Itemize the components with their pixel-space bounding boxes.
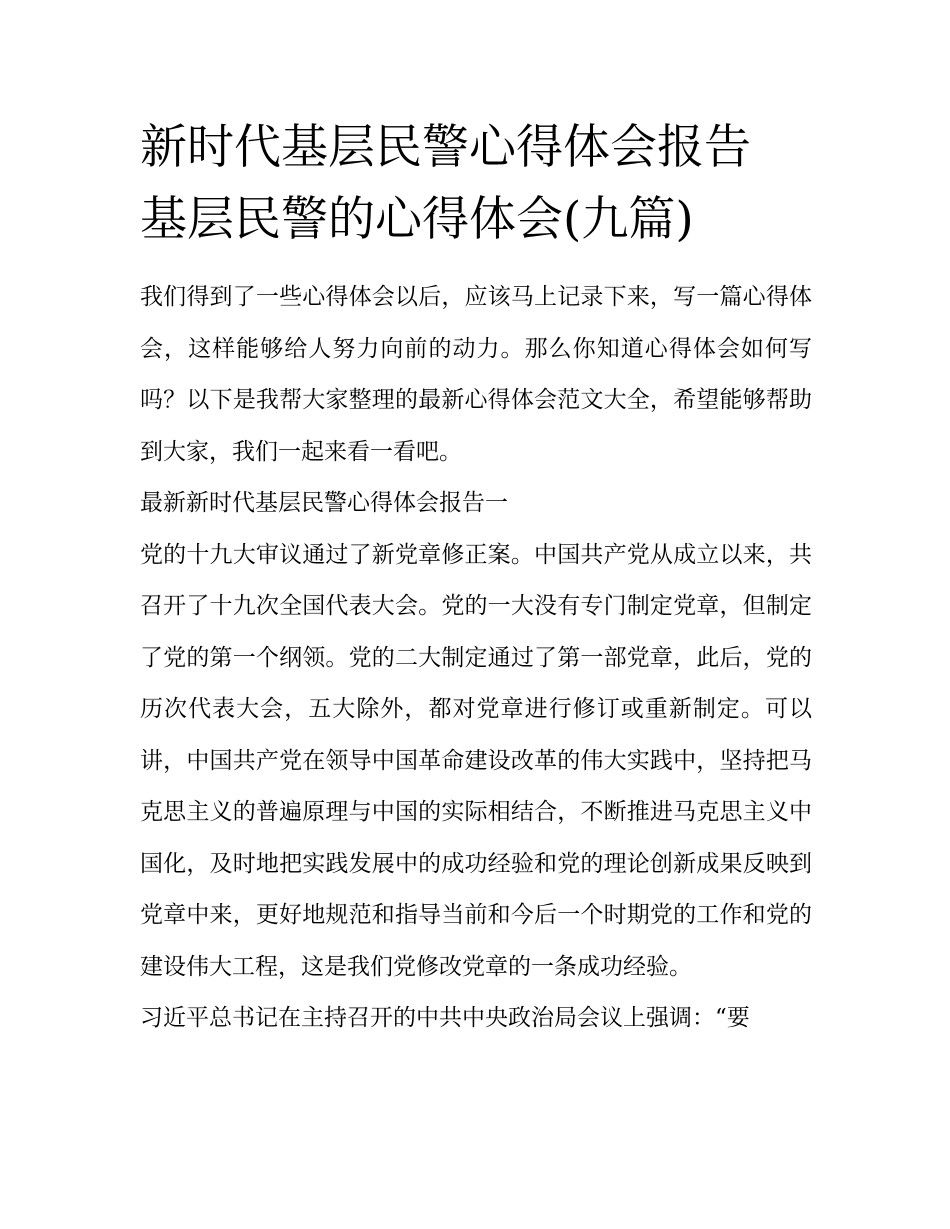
intro-paragraph: 我们得到了一些心得体会以后，应该马上记录下来，写一篇心得体会，这样能够给人努力向前的动力。那么你知道心得体会如何写吗？以下是我帮大家整理的最新心得体会范文大全，希望能够帮助到大家，我们一起来看一看吧。 xyxy=(140,284,812,465)
body-paragraph-1: 党的十九大审议通过了新党章修正案。中国共产党从成立以来，共召开了十九次全国代表大会。党的一大没有专门制定党章，但制定了党的第一个纲领。党的二大制定通过了第一部党章，此后，党的历次代表大会，五大除外，都对党章进行修订或重新制定。可以讲，中国共产党在领导中国革命建设改革的伟大实践中，坚持把马克思主义的普遍原理与中国的实际相结合，不断推进马克思主义中国化，及时地把实践发展中的成功经验和党的理论创新成果反映到党章中来，更好地规范和指导当前和今后一个时期党的工作和党的建设伟大工程，这是我们党修改党章的一条成功经验。 xyxy=(140,541,812,980)
body-paragraph-2: 习近平总书记在主持召开的中共中央政治局会议上强调：“要 xyxy=(140,1005,750,1031)
document-title xyxy=(140,112,812,256)
title-line-2: 基层民警的心得体会(九篇) xyxy=(140,192,694,247)
section-heading: 最新新时代基层民警心得体会报告一 xyxy=(140,490,508,516)
document-page xyxy=(140,112,812,1045)
title-line-1: 新时代基层民警心得体会报告 xyxy=(140,120,751,175)
document-body xyxy=(140,272,812,1045)
